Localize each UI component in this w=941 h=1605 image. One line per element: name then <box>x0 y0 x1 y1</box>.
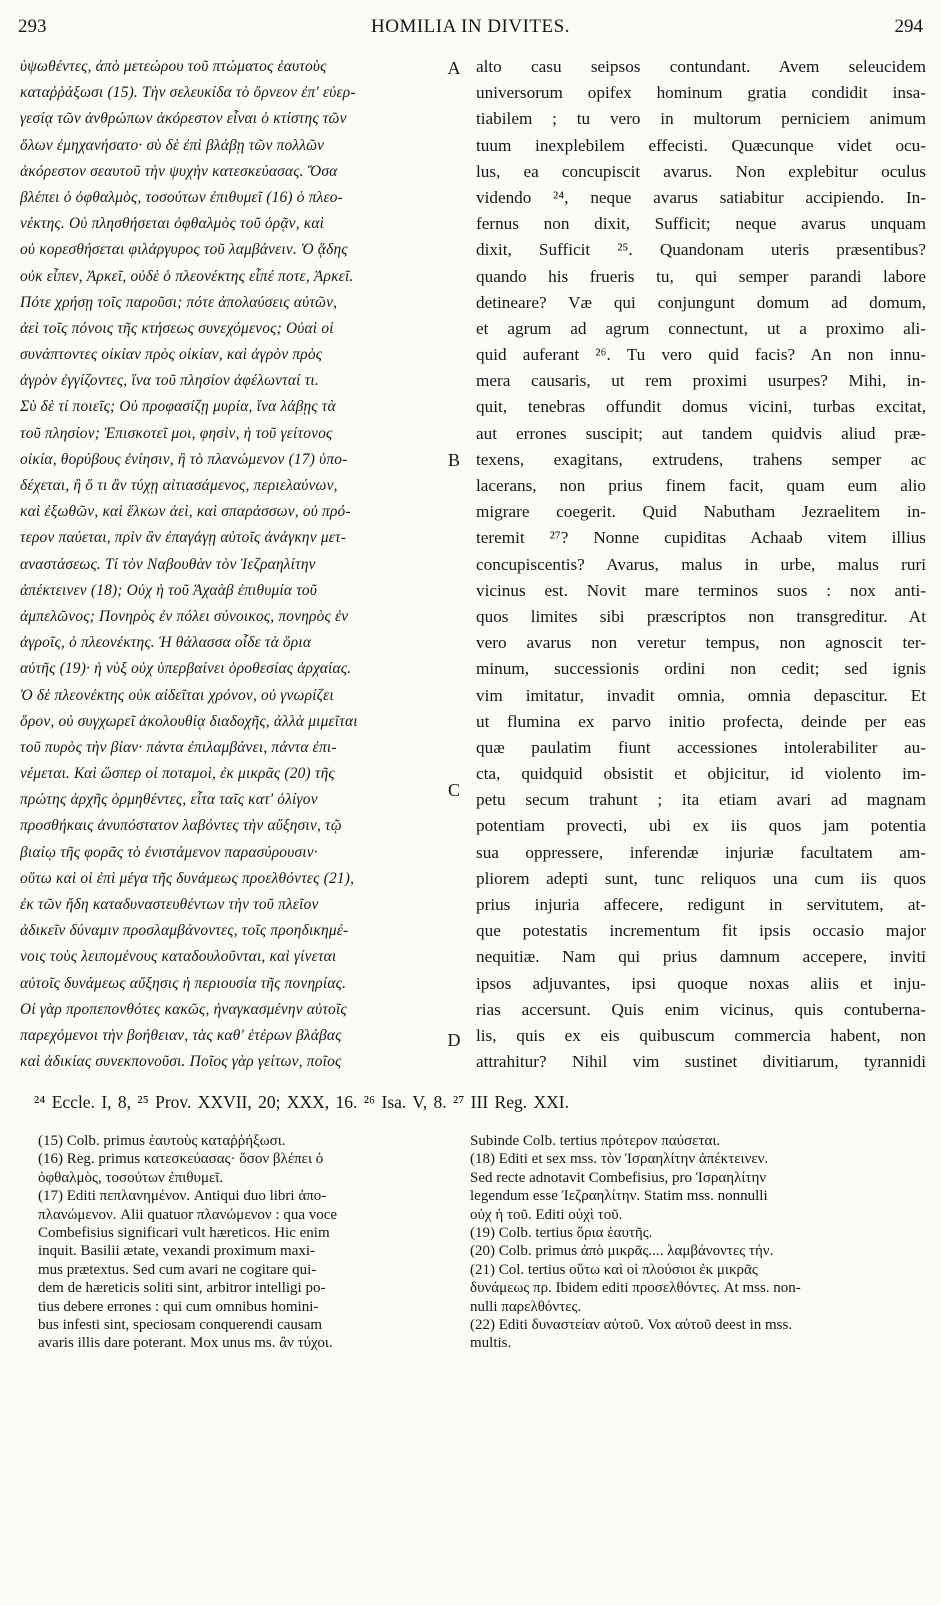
latin-text-line: vero avarus non veretur tempus, non agnoscit ter- <box>476 633 926 653</box>
greek-text-line: αὐτῆς (19)· ἡ νὺξ οὐχ ὑπερβαίνει ὁροθεσίας ἀρχαίας. <box>20 660 352 678</box>
greek-text-line: βλέπει ὁ ὀφθαλμὸς, τοσούτων ἐπιθυμεῖ (16) ὁ πλεο- <box>20 188 344 206</box>
greek-text-line: παρεχόμενοι τὴν βοήθειαν, τὰς καθ' ἑτέρων βλάβας <box>20 1026 342 1044</box>
latin-text-line: concupiscentis? Avarus, malus in urbe, malus ruri <box>476 554 926 574</box>
greek-text-line: Σὺ δὲ τί ποιεῖς; Οὐ προφασίζῃ μυρία, ἵνα λάβῃς τὰ <box>20 398 336 416</box>
greek-text-line: γεσίᾳ τῶν ἀνθρώπων ἀκόρεστον εἶναι ὁ κτίστης τῶν <box>20 110 347 128</box>
greek-text-line: καταῤῥάξωσι (15). Τὴν σελευκίδα τὸ ὄρνεον ἐπ' εὐερ- <box>20 84 356 102</box>
latin-text-line: quando his frueris tu, qui semper parandi labore <box>476 266 926 286</box>
latin-text-line: potentiam provecti, ubi ex iis quos jam potentia <box>476 816 926 836</box>
latin-text-line: vim imitatur, invadit omnia, omnia depascitur. Et <box>476 685 926 705</box>
page-header <box>18 16 923 42</box>
greek-text-line: Οἱ γὰρ προπεπονθότες κακῶς, ἠναγκασμένην αὐτοῖς <box>20 1000 347 1018</box>
latin-text-line: petu secum trahunt ; ita etiam avari ad magnam <box>476 790 926 810</box>
greek-text-line: Πότε χρήσῃ τοῖς παροῦσι; πότε ἀπολαύσεις αὐτῶν, <box>20 293 338 311</box>
latin-text-line: mera causaris, ut rem proximi usurpes? Mihi, in- <box>476 371 926 391</box>
footnote-line: avaris illis dare poterant. Mox unus ms. ἂν τύχοι. <box>38 1335 333 1352</box>
footnote-line: (21) Col. tertius οὕτω καὶ οἱ πλούσιοι ἐκ μικρᾶς <box>470 1261 758 1278</box>
footnote-line: (22) Editi δυναστείαν αὐτοῦ. Vox αὐτοῦ deest in mss. <box>470 1316 793 1333</box>
footnote-line: mus prætextus. Sed cum avari ne cogitare qui- <box>38 1261 317 1278</box>
footnote-line: δυνάμεως πρ. Ibidem editi προσελθόντες. At mss. non- <box>470 1280 801 1297</box>
footnote-line: ὀφθαλμὸς, τοσούτων ἐπιθυμεῖ. <box>38 1169 224 1186</box>
latin-text-line: ut flumina ex parvo initio profecta, deinde per eas <box>476 711 926 731</box>
margin-letter-a: A <box>447 58 461 78</box>
greek-text-line: οἰκία, θορύβους ἐνίησιν, ἢ τὸ πλανώμενον (17) ὑπο- <box>20 450 348 468</box>
greek-text-line: οὕτω καὶ οἱ ἐπὶ μέγα τῆς δυνάμεως προελθόντες (21), <box>20 869 355 887</box>
footnote-line: (19) Colb. tertius ὅρια ἑαυτῆς. <box>470 1224 653 1241</box>
latin-text-line: minum, successionis ordini non cedit; sed ignis <box>476 659 926 679</box>
greek-text-line: ἐκ τῶν ἤδη καταδυναστευθέντων τὴν τοῦ πλεῖον <box>20 896 319 913</box>
latin-text-line: alto casu seipsos contundant. Avem seleucidem <box>476 57 926 76</box>
latin-text-line: et agrum ad agrum connectunt, ut a proximo ali- <box>476 318 926 338</box>
margin-letter-d: D <box>447 1030 461 1050</box>
footnote-line: πλανώμενον. Alii quatuor πλανώμενον : qua voce <box>38 1206 338 1223</box>
footnote-line: (16) Reg. primus κατεσκεύασας· ὅσον βλέπει ὁ <box>38 1151 324 1168</box>
latin-text-line: quæ paulatim fiunt accessiones intolerabiliter au- <box>476 737 926 757</box>
greek-column <box>20 54 452 1074</box>
greek-text-line: ἀεὶ τοῖς πόνοις τῆς κτήσεως συνεχόμενος; Οὐαὶ οἱ <box>20 319 334 337</box>
footnote-line: οὐχ ἡ τοῦ. Editi οὐχὶ τοῦ. <box>470 1206 623 1223</box>
greek-text-line: ἀμπελῶνος; Πονηρὸς ἐν πόλει σύνοικος, πονηρὸς ἐν <box>20 607 349 625</box>
greek-text-line: ὅλων ἐμηχανήσατο· σὺ δὲ ἐπὶ βλάβῃ τῶν πολλῶν <box>20 136 325 154</box>
footnote-line: nulli παρελθόντες. <box>470 1298 582 1315</box>
greek-text-line: τερον παύεται, πρὶν ἂν ἐπαγάγῃ αὐτοῖς ἀνάγκην μετ- <box>20 529 347 547</box>
latin-text-line: ipsos adjuvantes, ipsi quoque noxas aliis et inju- <box>476 973 926 993</box>
footnote-line: Combefisius significari vult hæreticos. Hic enim <box>38 1224 330 1241</box>
footnote-line: (18) Editi et sex mss. τὸν Ἰσραηλίτην ἀπέκτεινεν. <box>470 1151 769 1168</box>
greek-text-line: νοις τοὺς λειπομένους καταδουλοῦνται, καὶ γίνεται <box>20 948 337 966</box>
scripture-references: ²⁴ Eccle. I, 8, ²⁵ Prov. XXVII, 20; XXX, 16. ²⁶ Isa. V, 8. ²⁷ III Reg. XXI. <box>34 1092 569 1112</box>
footnotes-right <box>470 1132 910 1562</box>
footnote-line: legendum esse Ἰεζραηλίτην. Statim mss. nonnulli <box>470 1188 768 1205</box>
greek-text-line: νέκτης. Οὐ πλησθήσεται ὀφθαλμὸς τοῦ ὁρᾷν, καὶ <box>20 215 325 233</box>
latin-text-line: tuum inexplebilem effecisti. Quæcunque videt ocu- <box>476 135 926 155</box>
latin-text-line: dixit, Sufficit ²⁵. Quandonam uteris præsentibus? <box>476 240 926 260</box>
greek-text-line: ἀδικεῖν δύναμιν προσλαμβάνοντες, τοῖς προηδικημέ- <box>20 922 349 940</box>
latin-text-line: lacerans, non prius finem facit, quam eum alio <box>476 476 926 495</box>
greek-text-line: Ὁ δὲ πλεονέκτης οὐκ αἰδεῖται χρόνον, οὐ γνωρίζει <box>20 686 334 704</box>
margin-letter-c: C <box>447 780 460 800</box>
latin-text-line: lus, ea concupiscit avarus. Non explebitur oculus <box>476 161 926 181</box>
greek-text-line: ἀκόρεστον σεαυτοῦ τὴν ψυχὴν κατεσκεύασας. Ὅσα <box>20 162 338 180</box>
latin-text-line: quos limites sibi præscriptos non transgreditur. At <box>476 606 926 626</box>
latin-text-line: migrare coegerit. Quid Nabutham Jezraelitem in- <box>476 502 926 522</box>
latin-text-line: attrahitur? Nihil vim sustinet divitiarum, tyrannidi <box>476 1052 926 1072</box>
greek-text-line: οὐκ εἶπεν, Ἀρκεῖ, οὐδὲ ὁ πλεονέκτης εἶπέ ποτε, Ἀρκεῖ. <box>20 267 354 285</box>
greek-text-line: δέχεται, ἢ ὅ τι ἂν τύχῃ αἰτιασάμενος, περιελαύνων, <box>20 477 338 494</box>
greek-text-line: ἀγρὸν ἐγγίζοντες, ἵνα τοῦ πλησίον ἀφέλωνταί τι. <box>20 372 319 390</box>
latin-text-line: quit, tenebras offundit domus vicini, turbas excitat, <box>476 397 926 417</box>
running-title: HOMILIA IN DIVITES. <box>371 16 570 37</box>
footnote-line: dem de hæreticis soliti sint, arbitror intelligi po- <box>38 1280 326 1297</box>
latin-text-line: nequitiæ. Nam qui prius damnum accepere, inviti <box>476 947 926 967</box>
latin-text-line: sua oppressere, inferendæ injuriæ facultatem am- <box>476 842 926 862</box>
latin-text-line: que potestatis incrementum fit ipsis occasio major <box>476 921 926 941</box>
greek-text-line: ἀγροῖς, ὁ πλεονέκτης. Ἡ θάλασσα οἶδε τὰ ὅρια <box>20 634 312 652</box>
latin-text-line: fernus non dixit, Sufficit; neque avarus unquam <box>476 214 926 234</box>
greek-text-line: νέμεται. Καὶ ὥσπερ οἱ ποταμοὶ, ἐκ μικρᾶς (20) τῆς <box>20 765 335 783</box>
greek-text-line: καὶ ἐξωθῶν, καὶ ἕλκων ἀεὶ, καὶ σπαράσσων, οὐ πρό- <box>20 503 351 521</box>
latin-text-line: universorum opifex hominum gratia condidit insa- <box>476 83 926 103</box>
footnotes-left <box>38 1132 458 1562</box>
latin-text-line: tiabilem ; tu vero in multorum perniciem animum <box>476 109 926 129</box>
latin-text-line: teremit ²⁷? Nonne cupiditas Achaab vitem illius <box>476 528 926 548</box>
footnote-line: Subinde Colb. tertius πρότερον παύσεται. <box>470 1133 721 1149</box>
greek-text-line: τοῦ πυρὸς τὴν βίαν· πάντα ἐπιλαμβάνει, πάντα ἐπι- <box>20 738 337 756</box>
latin-text-line: prius injuria affecere, redigunt in servitutem, at- <box>476 895 926 914</box>
greek-text-line: αὐτοῖς δυνάμεως αὔξησις ἡ περιουσία τῆς πονηρίας. <box>20 974 347 992</box>
greek-text-line: ὑψωθέντες, ἀπὸ μετεώρου τοῦ πτώματος ἑαυτοὺς <box>20 58 327 75</box>
page-number-left: 293 <box>18 16 47 37</box>
greek-text-line: οὐ κορεσθήσεται φιλάργυρος τοῦ λαμβάνειν. Ὁ ᾅδης <box>20 241 348 259</box>
footnote-line: inquit. Basilii ætate, vexandi proximum maxi- <box>38 1243 316 1260</box>
greek-text-line: προσθήκαις ἀνυπόστατον λαβόντες τὴν αὔξησιν, τῷ <box>20 817 342 835</box>
footnote-line: (15) Colb. primus ἑαυτοὺς καταῤῥήξωσι. <box>38 1133 286 1149</box>
latin-text-line: rias accersunt. Quis enim vicinus, quis contuberna- <box>476 999 926 1019</box>
latin-text-line: vicinus est. Novit mare terminos suos : nox anti- <box>476 580 926 600</box>
footnote-line: (20) Colb. primus ἀπὸ μικρᾶς.... λαμβάνοντες τήν. <box>470 1243 774 1260</box>
latin-text-line: lis, quis ex eis quibuscum commercia habent, non <box>476 1025 926 1045</box>
latin-text-line: quid auferant ²⁶. Tu vero quid facis? An non innu- <box>476 345 926 365</box>
latin-column <box>476 54 926 1074</box>
latin-text-line: detineare? Væ qui conjungunt domum ad domum, <box>476 292 926 312</box>
greek-text-line: πρώτης ἀρχῆς ὁρμηθέντες, εἶτα ταῖς κατ' ὀλίγον <box>20 791 318 809</box>
greek-text-line: βιαίῳ τῆς φορᾶς τὸ ἐνιστάμενον παρασύρουσιν· <box>20 843 318 861</box>
latin-text-line: cta, quidquid obsistit et objicitur, id violento im- <box>476 764 926 784</box>
greek-text-line: καὶ ἀδικίας συνεκπονοῦσι. Ποῖος γὰρ γείτων, ποῖος <box>20 1053 342 1071</box>
greek-text-line: συνάπτοντες οἰκίαν πρὸς οἰκίαν, καὶ ἀγρὸν πρὸς <box>20 346 323 364</box>
latin-text-line: aut errones suscipit; aut tandem quidvis aliud præ- <box>476 423 926 443</box>
latin-text-line: pliorem adepti sunt, tunc reliquos una cum iis quos <box>476 868 926 888</box>
footnote-line: (17) Editi πεπλανημένον. Antiqui duo libri ἀπο- <box>38 1188 327 1205</box>
margin-letter-b: B <box>447 450 460 470</box>
latin-text-line: texens, exagitans, extrudens, trahens semper ac <box>476 449 926 469</box>
footnote-line: bus infesti sint, speciosam conquerendi causam <box>38 1316 323 1333</box>
footnote-line: Sed recte adnotavit Combefisius, pro Ἰσραηλίτην <box>470 1169 767 1186</box>
greek-text-line: τοῦ πλησίον; Ἐπισκοτεῖ μοι, φησὶν, ἡ τοῦ γείτονος <box>20 424 333 442</box>
page-number-right: 294 <box>894 16 923 37</box>
footnote-line: tius debere errones : qui cum omnibus homini- <box>38 1298 319 1315</box>
greek-text-line: αναστάσεως. Τί τὸν Ναβουθὰν τὸν Ἰεζραηλίτην <box>20 555 316 573</box>
latin-text-line: videndo ²⁴, neque avarus satiabitur accipiendo. In- <box>476 187 926 207</box>
greek-text-line: ὅρον, οὐ συγχωρεῖ ἀκολουθίᾳ διαδοχῆς, ἀλλὰ μιμεῖται <box>20 712 358 730</box>
footnote-line: multis. <box>470 1335 512 1352</box>
greek-text-line: ἀπέκτεινεν (18); Οὐχ ἡ τοῦ Ἀχαὰβ ἐπιθυμία τοῦ <box>20 581 318 599</box>
